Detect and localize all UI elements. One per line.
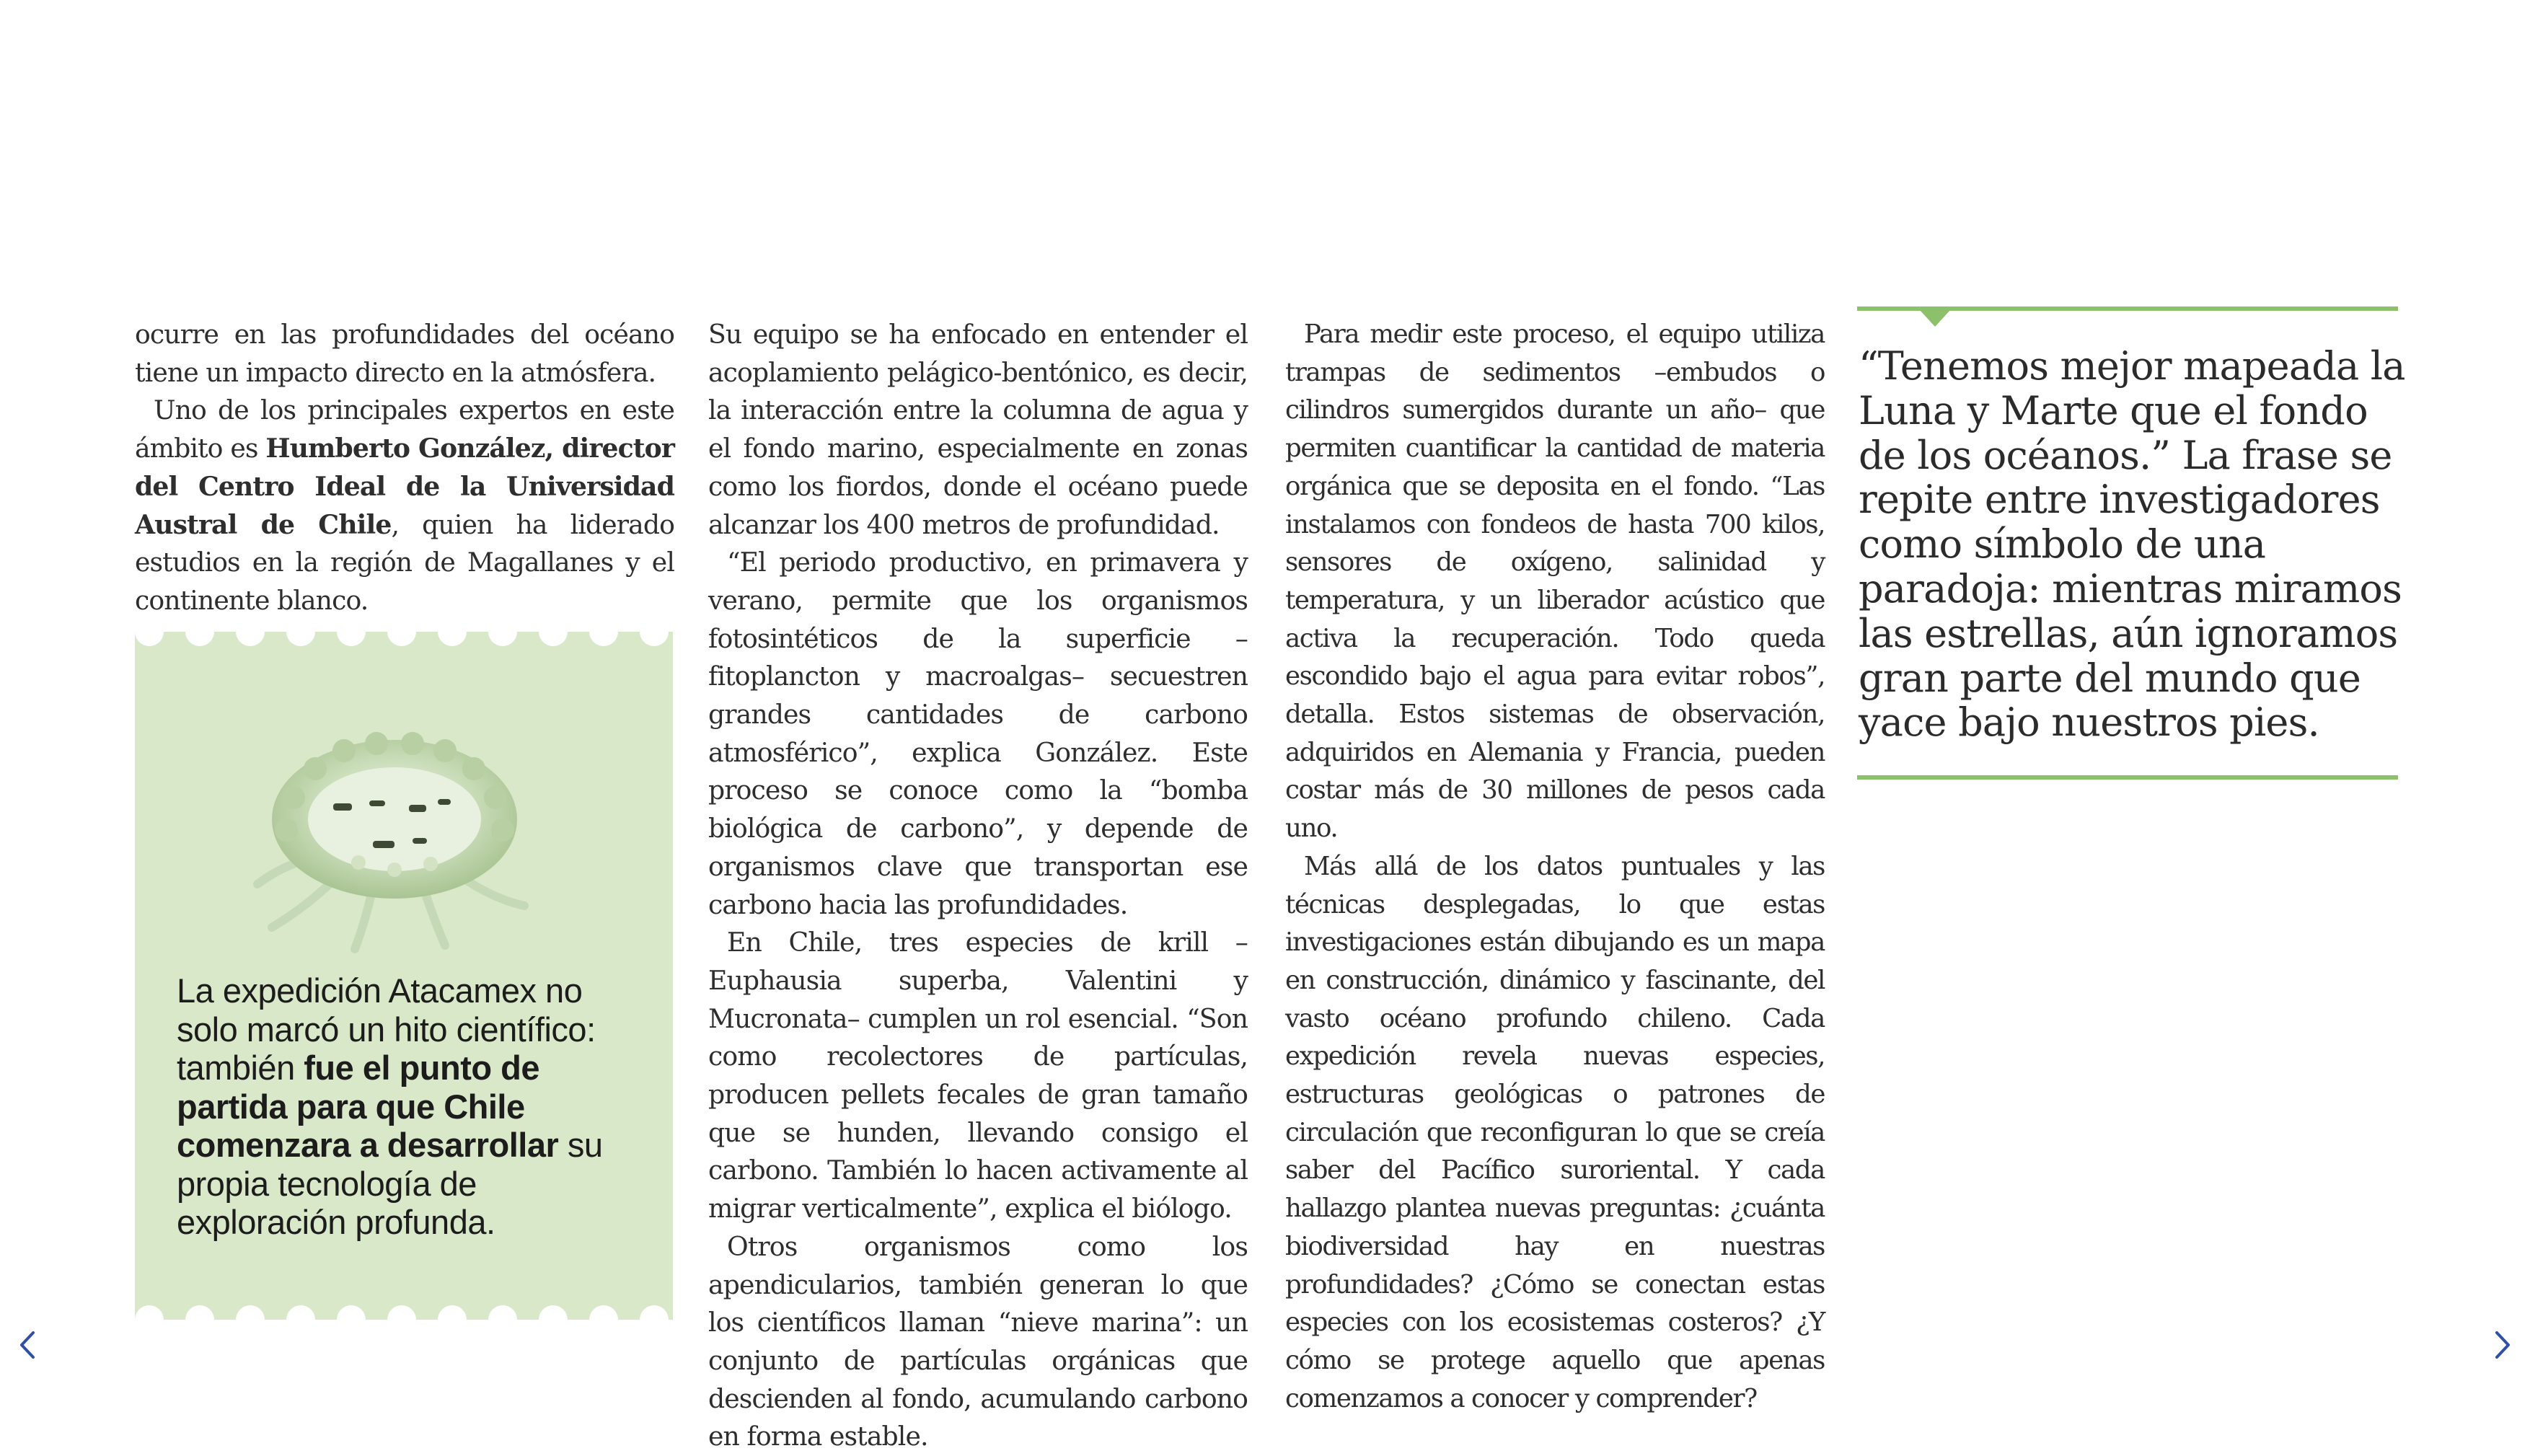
paragraph: Otros organismos como los apendicularios, también generan lo que los científicos llaman “nieve marina”: un conjunto de partículas orgánicas que descienden al fondo, acumulando carbono en forma estable.	[708, 1230, 1248, 1452]
article-column-3	[1285, 316, 1825, 1418]
deep-sea-organism-illustration	[229, 711, 560, 956]
paragraph: “El periodo productivo, en primavera y verano, permite que los organismos fotosintéticos de la superficie –fitoplancton y macroalgas– secuestren grandes cantidades de carbono atmosférico”, explica González. Este proceso se conoce como la “bomba biológica de carbono”, y depende de organismos clave que transportan ese carbono hacia las profundidades.	[708, 547, 1248, 920]
scallop-edge-top	[135, 630, 673, 650]
previous-page-button[interactable]	[6, 1320, 49, 1370]
callout-box	[135, 632, 673, 1320]
paragraph: Más allá de los datos puntuales y las técnicas desplegadas, lo que estas investigaciones están dibujando es un mapa en construcción, dinámico y fascinante, del vasto océano profundo chileno. Cada expedición revela nuevas especies, estructuras geológicas o patrones de circulación que reconfiguran lo que se creía saber del Pacífico suroriental. Y cada hallazgo plantea nuevas preguntas: ¿cuánta biodiversidad hay en nuestras profundidades? ¿Cómo se conectan estas especies con los ecosistemas costeros? ¿Y cómo se protege aquello que apenas comenzamos a conocer y comprender?	[1285, 851, 1825, 1413]
article-column-1	[135, 316, 674, 620]
chevron-right-icon	[2488, 1327, 2517, 1363]
article-column-2	[708, 316, 1248, 1456]
paragraph: En Chile, tres especies de krill –Euphausia superba, Valentini y Mucronata– cumplen un rol esencial. “Son como recolectores de partículas, producen pellets fecales de gran tamaño que se hunden, llevando consigo el carbono. También lo hacen activamente al migrar verticalmente”, explica el biólogo.	[708, 927, 1248, 1225]
paragraph: Su equipo se ha enfocado en entender el acoplamiento pelágico-bentónico, es decir, la interacción entre la columna de agua y el fondo marino, especialmente en zonas como los fiordos, donde el océano puede alcanzar los 400 metros de profundidad.	[708, 319, 1248, 540]
pull-quote-text: “Tenemos mejor mapeada la Luna y Marte que el fondo de los océanos.” La frase se repite entre investigadores como símbolo de una paradoja: mientras miramos las estrellas, aún ignoramos gran parte del mundo que yace bajo nuestros pies.	[1859, 343, 2405, 746]
quote-pointer-icon	[1919, 309, 1951, 327]
scallop-edge-bottom	[135, 1301, 673, 1321]
paragraph: ocurre en las profundidades del océano tiene un impacto directo en la atmósfera.	[135, 319, 674, 388]
expert-name: Humberto González, director del Centro Ideal de la Universidad Austral de Chile	[135, 433, 674, 540]
callout-text: La expedición Atacamex no solo marcó un hito científico: también fue el punto de partida para que Chile comenzara a desarrollar su propia tecnología de exploración profunda.	[177, 971, 603, 1241]
pull-quote	[1857, 306, 2405, 746]
paragraph: Para medir este proceso, el equipo utiliza trampas de sedimentos –embudos o cilindros sumergidos durante un año– que permiten cuantificar la cantidad de materia orgánica que se deposita en el fondo. “Las instalamos con fondeos de hasta 700 kilos, sensores de oxígeno, salinidad y temperatura, y un liberador acústico que activa la recuperación. Todo queda escondido bajo el agua para evitar robos”, detalla. Estos sistemas de observación, adquiridos en Alemania y Francia, pueden costar más de 30 millones de pesos cada uno.	[1285, 319, 1825, 844]
next-page-button[interactable]	[2481, 1320, 2524, 1370]
paragraph: Uno de los principales expertos en este ámbito es Humberto González, director del Centro Ideal de la Universidad Austral de Chile, quien ha liderado estudios en la región de Magallanes y el continente blanco.	[135, 394, 674, 616]
chevron-left-icon	[13, 1327, 42, 1363]
quote-rule-bottom	[1857, 775, 2398, 780]
